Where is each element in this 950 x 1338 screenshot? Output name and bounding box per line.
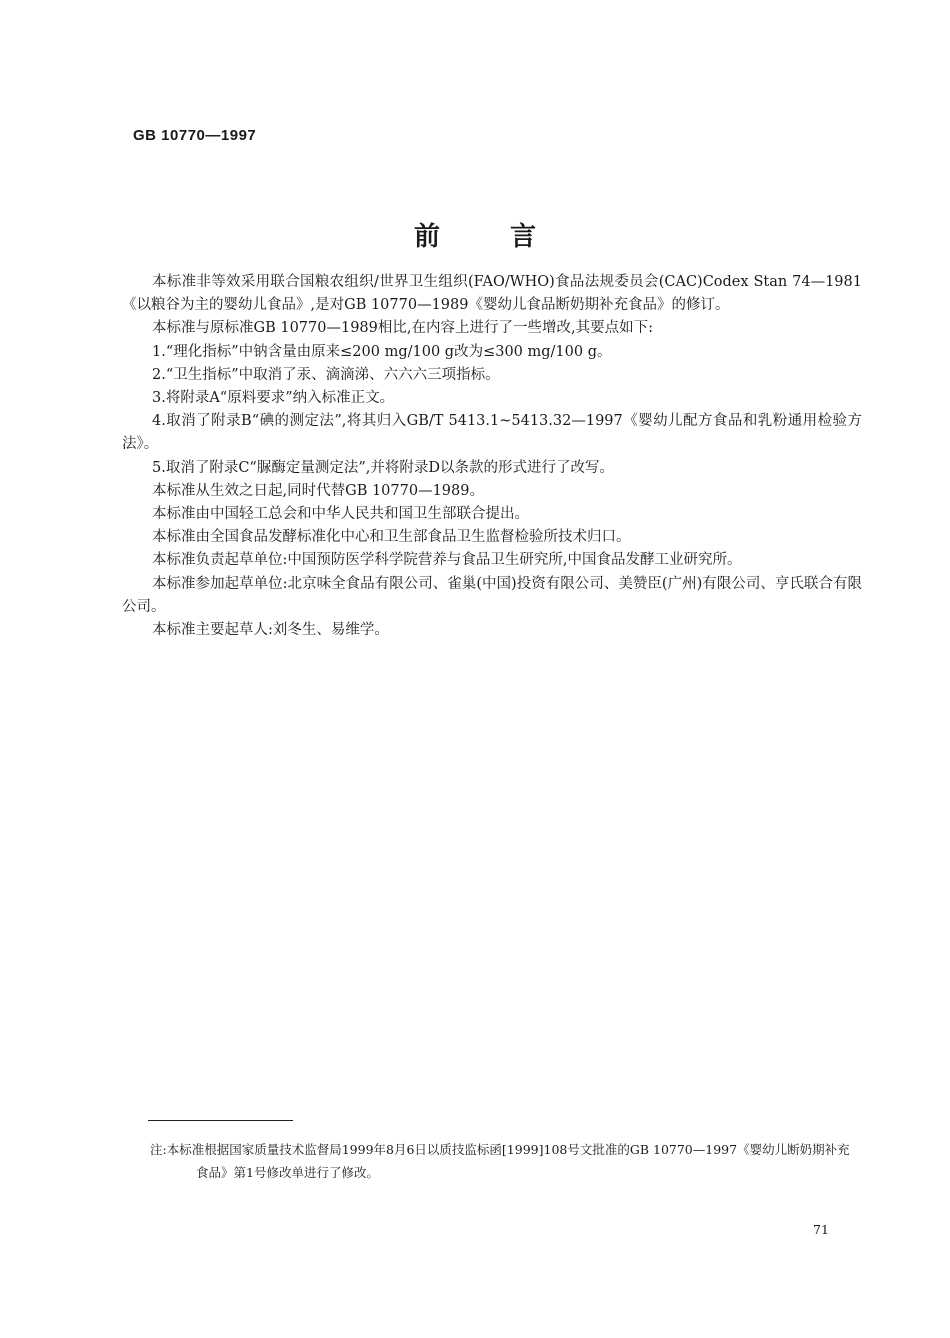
paragraph-replacement: 本标准从生效之日起,同时代替GB 10770—1989。 xyxy=(152,482,484,499)
paragraph-administrator: 本标准由全国食品发酵标准化中心和卫生部食品卫生监督检验所技术归口。 xyxy=(152,529,631,546)
paragraph-drafting-unit: 本标准负责起草单位:中国预防医学科学院营养与食品卫生研究所,中国食品发酵工业研究所。 xyxy=(152,552,742,569)
list-item-change-1: 1.“理化指标”中钠含量由原来≤200 mg/100 g改为≤300 mg/100 g。 xyxy=(152,343,612,360)
paragraph-adoption: 本标准非等效采用联合国粮农组织/世界卫生组织(FAO/WHO)食品法规委员会(CAC)Codex Stan 74—1981《以粮谷为主的婴幼儿食品》,是对GB 10770—1989《婴幼儿食品断奶期补充食品》的修订。 xyxy=(122,274,862,314)
footnote-divider xyxy=(148,1120,293,1121)
standard-code-header: GB 10770—1997 xyxy=(133,127,257,144)
page-number: 71 xyxy=(813,1222,829,1237)
paragraph-changes-intro: 本标准与原标准GB 10770—1989相比,在内容上进行了一些增改,其要点如下: xyxy=(152,320,653,337)
page-title: 前言 xyxy=(413,222,606,252)
paragraph-proposer: 本标准由中国轻工总会和中华人民共和国卫生部联合提出。 xyxy=(152,506,529,523)
list-item-change-5: 5.取消了附录C“脲酶定量测定法”,并将附录D以条款的形式进行了改写。 xyxy=(152,459,614,476)
list-item-change-3: 3.将附录A“原料要求”纳入标准正文。 xyxy=(152,390,395,407)
list-item-change-2: 2.“卫生指标”中取消了汞、滴滴涕、六六六三项指标。 xyxy=(152,366,500,383)
foreword-body xyxy=(122,271,862,642)
paragraph-drafters: 本标准主要起草人:刘冬生、易维学。 xyxy=(152,622,389,639)
list-item-change-4: 4.取消了附录B“碘的测定法”,将其归入GB/T 5413.1~5413.32—1997《婴幼儿配方食品和乳粉通用检验方法》。 xyxy=(122,413,862,453)
footnote-text: 注:本标准根据国家质量技术监督局1999年8月6日以质技监标函[1999]108号文批准的GB 10770—1997《婴幼儿断奶期补充食品》第1号修改单进行了修改。 xyxy=(150,1142,850,1180)
paragraph-participating-units: 本标准参加起草单位:北京味全食品有限公司、雀巢(中国)投资有限公司、美赞臣(广州)有限公司、亨氏联合有限公司。 xyxy=(122,575,862,615)
footnote xyxy=(150,1138,856,1184)
